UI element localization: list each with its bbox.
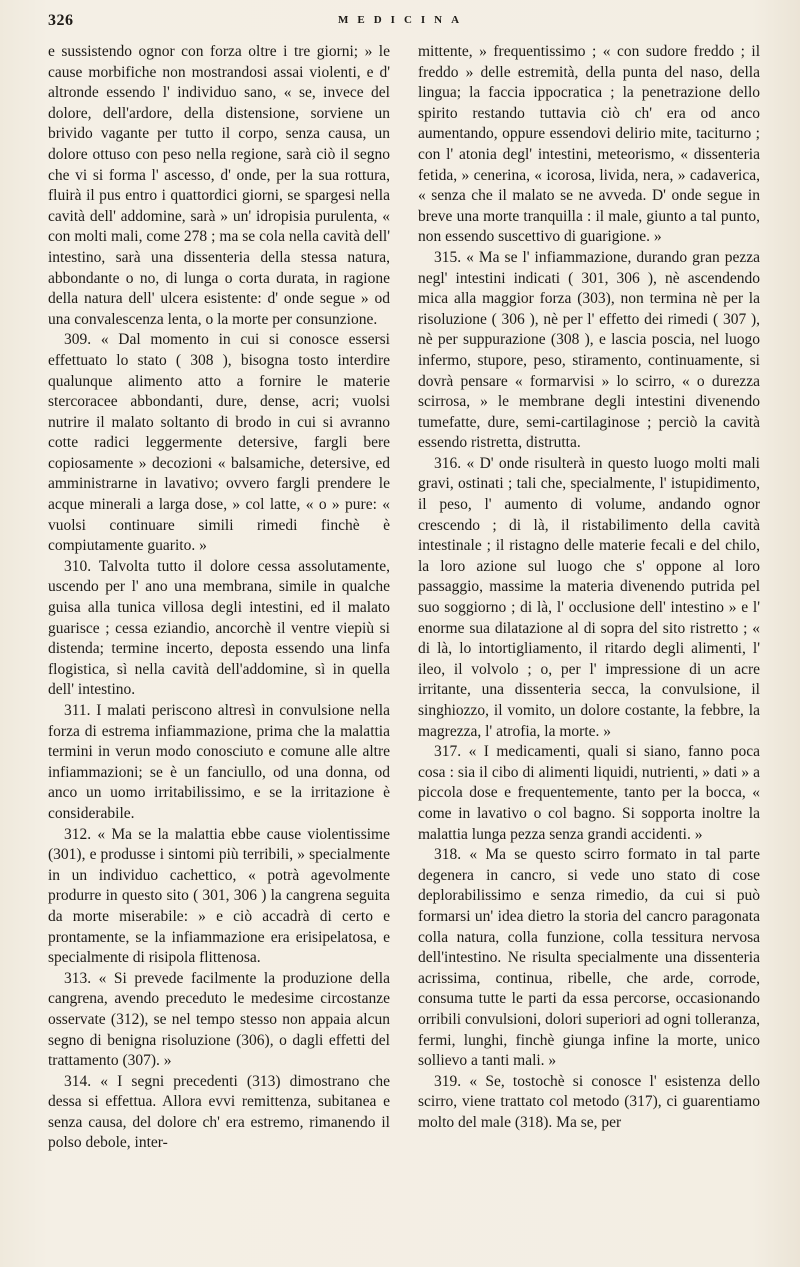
paragraph: 317. « I medicamenti, quali si siano, fanno poca cosa : sia il cibo di alimenti liquidi, nutrienti, » dati » a piccola dose e frequentemente, tanto per la bocca, « come in lavativo o col bagno. Si sopporta inoltre la malattia lunga pezza senza grandi accidenti. »	[418, 743, 760, 843]
paragraph: 312. « Ma se la malattia ebbe cause violentissime (301), e produsse i sintomi più terribili, » specialmente in un individuo cachettico, « potrà agevolmente produrre in questo sito ( 301, 306 ) la cangrena seguita da morte miserabile: » e ciò accadrà di certo e prontamente, se la infiammazione era erisipelatosa, e specialmente di risipola flittenosa.	[48, 825, 390, 967]
left-column	[48, 42, 390, 1257]
right-column	[418, 42, 760, 1257]
paragraph: 309. « Dal momento in cui si conosce essersi effettuato lo stato ( 308 ), bisogna tosto interdire qualunque alimento atto a fornire le materie stercoracee abbondanti, dure, dense, acri; vuolsi nutrire il malato soltanto di brodo in cui si avranno cotte radici leggermente detersive, fargli bere copiosamente » decozioni « balsamiche, detersive, ed amministrarne in lavativo; ovvero fargli prendere le acque minerali a larga dose, » col latte, « o » pure: « vuolsi continuare simili rimedi finchè è compiutamente guarito. »	[48, 331, 390, 555]
paragraph: 310. Talvolta tutto il dolore cessa assolutamente, uscendo per l' ano una membrana, simile in qualche guisa alla tunica villosa degli intestini, ed il malato guarisce ; cessa eziandio, ancorchè il ventre viepiù si distenda; termine incerto, deposta essendo una linfa flogistica, sì nella cavità dell'addomine, sì in quella dell' intestino.	[48, 557, 390, 699]
paragraph: 316. « D' onde risulterà in questo luogo molti mali gravi, ostinati ; tali che, specialmente, l' istupidimento, il peso, l' aumento di volume, andando ognor crescendo ; di là, il ristabilimento della cavità intestinale ; il ristagno delle materie fecali e del chilo, la loro azione sul luogo che s' oppone al loro passaggio, massime la materia divenendo putrida pel suo soggiorno ; di là, l' occlusione dell' intestino » e l' enorme sua dilatazione al di sopra del sito ristretto ; « di là, lo intortigliamento, il ritardo degli alimenti, l' ileo, il volvolo ; o, per l' impressione di un acre irritante, una dissenteria secca, la convulsione, il singhiozzo, il vomito, un dolore costante, la febbre, la magrezza, l' atrofia, la morte. »	[418, 454, 760, 740]
paragraph: mittente, » frequentissimo ; « con sudore freddo ; il freddo » delle estremità, della punta del naso, della lingua; la faccia ippocratica ; la penetrazione dello spirito restando tuttavia ciò ch' era od anco aumentando, oppure essendovi delirio mite, taciturno ; con l' atonia degl' intestini, meteorismo, « dissenteria fetida, » cenerina, « icorosa, livida, nera, » cadaverica, « senza che il malato se ne avveda. D' onde segue in breve una morte tranquilla : il male, giunto a tal punto, non essendo suscettivo di guarigione. »	[418, 43, 760, 246]
paragraph: 319. « Se, tostochè si conosce l' esistenza dello scirro, viene trattato col metodo (317), ci guarentiamo molto del male (318). Ma se, per	[418, 1072, 760, 1131]
paragraph: e sussistendo ognor con forza oltre i tre giorni; » le cause morbifiche non mostrandosi assai violenti, e d' altronde essendo l' individuo sano, « se, invece del dolore, dell'ardore, della distensione, sorviene un brivido vagante per tutto il corpo, senza causa, un dolore ottuso con peso nella regione, sarà ciò il segno che vi si forma l' ascesso, d' onde, per la sua rottura, fluirà il pus entro i quattordici giorni, se spargesi nella cavità dell' addomine, sarà » un' idropisia purulenta, « con molti mali, come 278 ; ma se cola nella cavità dell' intestino, sarà una dissenteria della stessa natura, abbondante o no, di lunga o corta durata, in ragione della natura dell' ulcera esistente: d' onde segue » od una convalescenza lenta, o la morte per consunzione.	[48, 43, 390, 328]
running-title: MEDICINA	[338, 14, 469, 26]
paragraph: 313. « Si prevede facilmente la produzione della cangrena, avendo preceduto le medesime circostanze osservate (312), se nel tempo stesso non appaia alcun segno di benigna risoluzione (306), o dagli effetti del trattamento (307). »	[48, 969, 390, 1070]
page-header	[48, 12, 760, 38]
paragraph: 311. I malati periscono altresì in convulsione nella forza di estrema infiammazione, prima che la malattia termini in verun modo conosciuto e comune alle altre infiammazioni; se è un fanciullo, od una donna, od anco un uomo irritabilissimo, e se la irritazione è considerabile.	[48, 702, 390, 822]
paragraph: 318. « Ma se questo scirro formato in tal parte degenera in cancro, si vede uno stato di cose deplorabilissimo e senza rimedio, da cui si può formarsi un' idea dietro la storia del cancro paragonata colla natura, colla funzione, colla tessitura nervosa dell'intestino. Ne risulta specialmente una dissenteria acrissima, continua, ribelle, che arde, corrode, consuma tutte le parti da essa percorse, occasionando orribili convulsioni, dolori superiori ad ogni tolleranza, fermi, lunghi, finchè giunga infine la morte, unico sollievo a tanti mali. »	[418, 846, 760, 1070]
paragraph: 315. « Ma se l' infiammazione, durando gran pezza negl' intestini indicati ( 301, 306 ), nè ascendendo mica alla maggior forza (303), non termina nè per la risoluzione ( 306 ), nè per l' effetto dei rimedi ( 307 ), nè per suppurazione (308 ), e lascia poscia, nel luogo infermo, stupore, peso, stiramento, continuamente, si dovrà pensare « formarvisi » lo scirro, « o durezza scirrosa, » le membrane degli intestini divenendo tumefatte, dure, semi-cartilaginose ; perciò la cavità essendo ristretta, distrutta.	[418, 248, 760, 452]
page-number: 326	[48, 12, 74, 29]
text-columns	[48, 42, 760, 1257]
paragraph: 314. « I segni precedenti (313) dimostrano che dessa si effettua. Allora evvi remittenza, subitanea e senza causa, del dolore ch' era estremo, rimanendo il polso debole, inter-	[48, 1072, 390, 1152]
